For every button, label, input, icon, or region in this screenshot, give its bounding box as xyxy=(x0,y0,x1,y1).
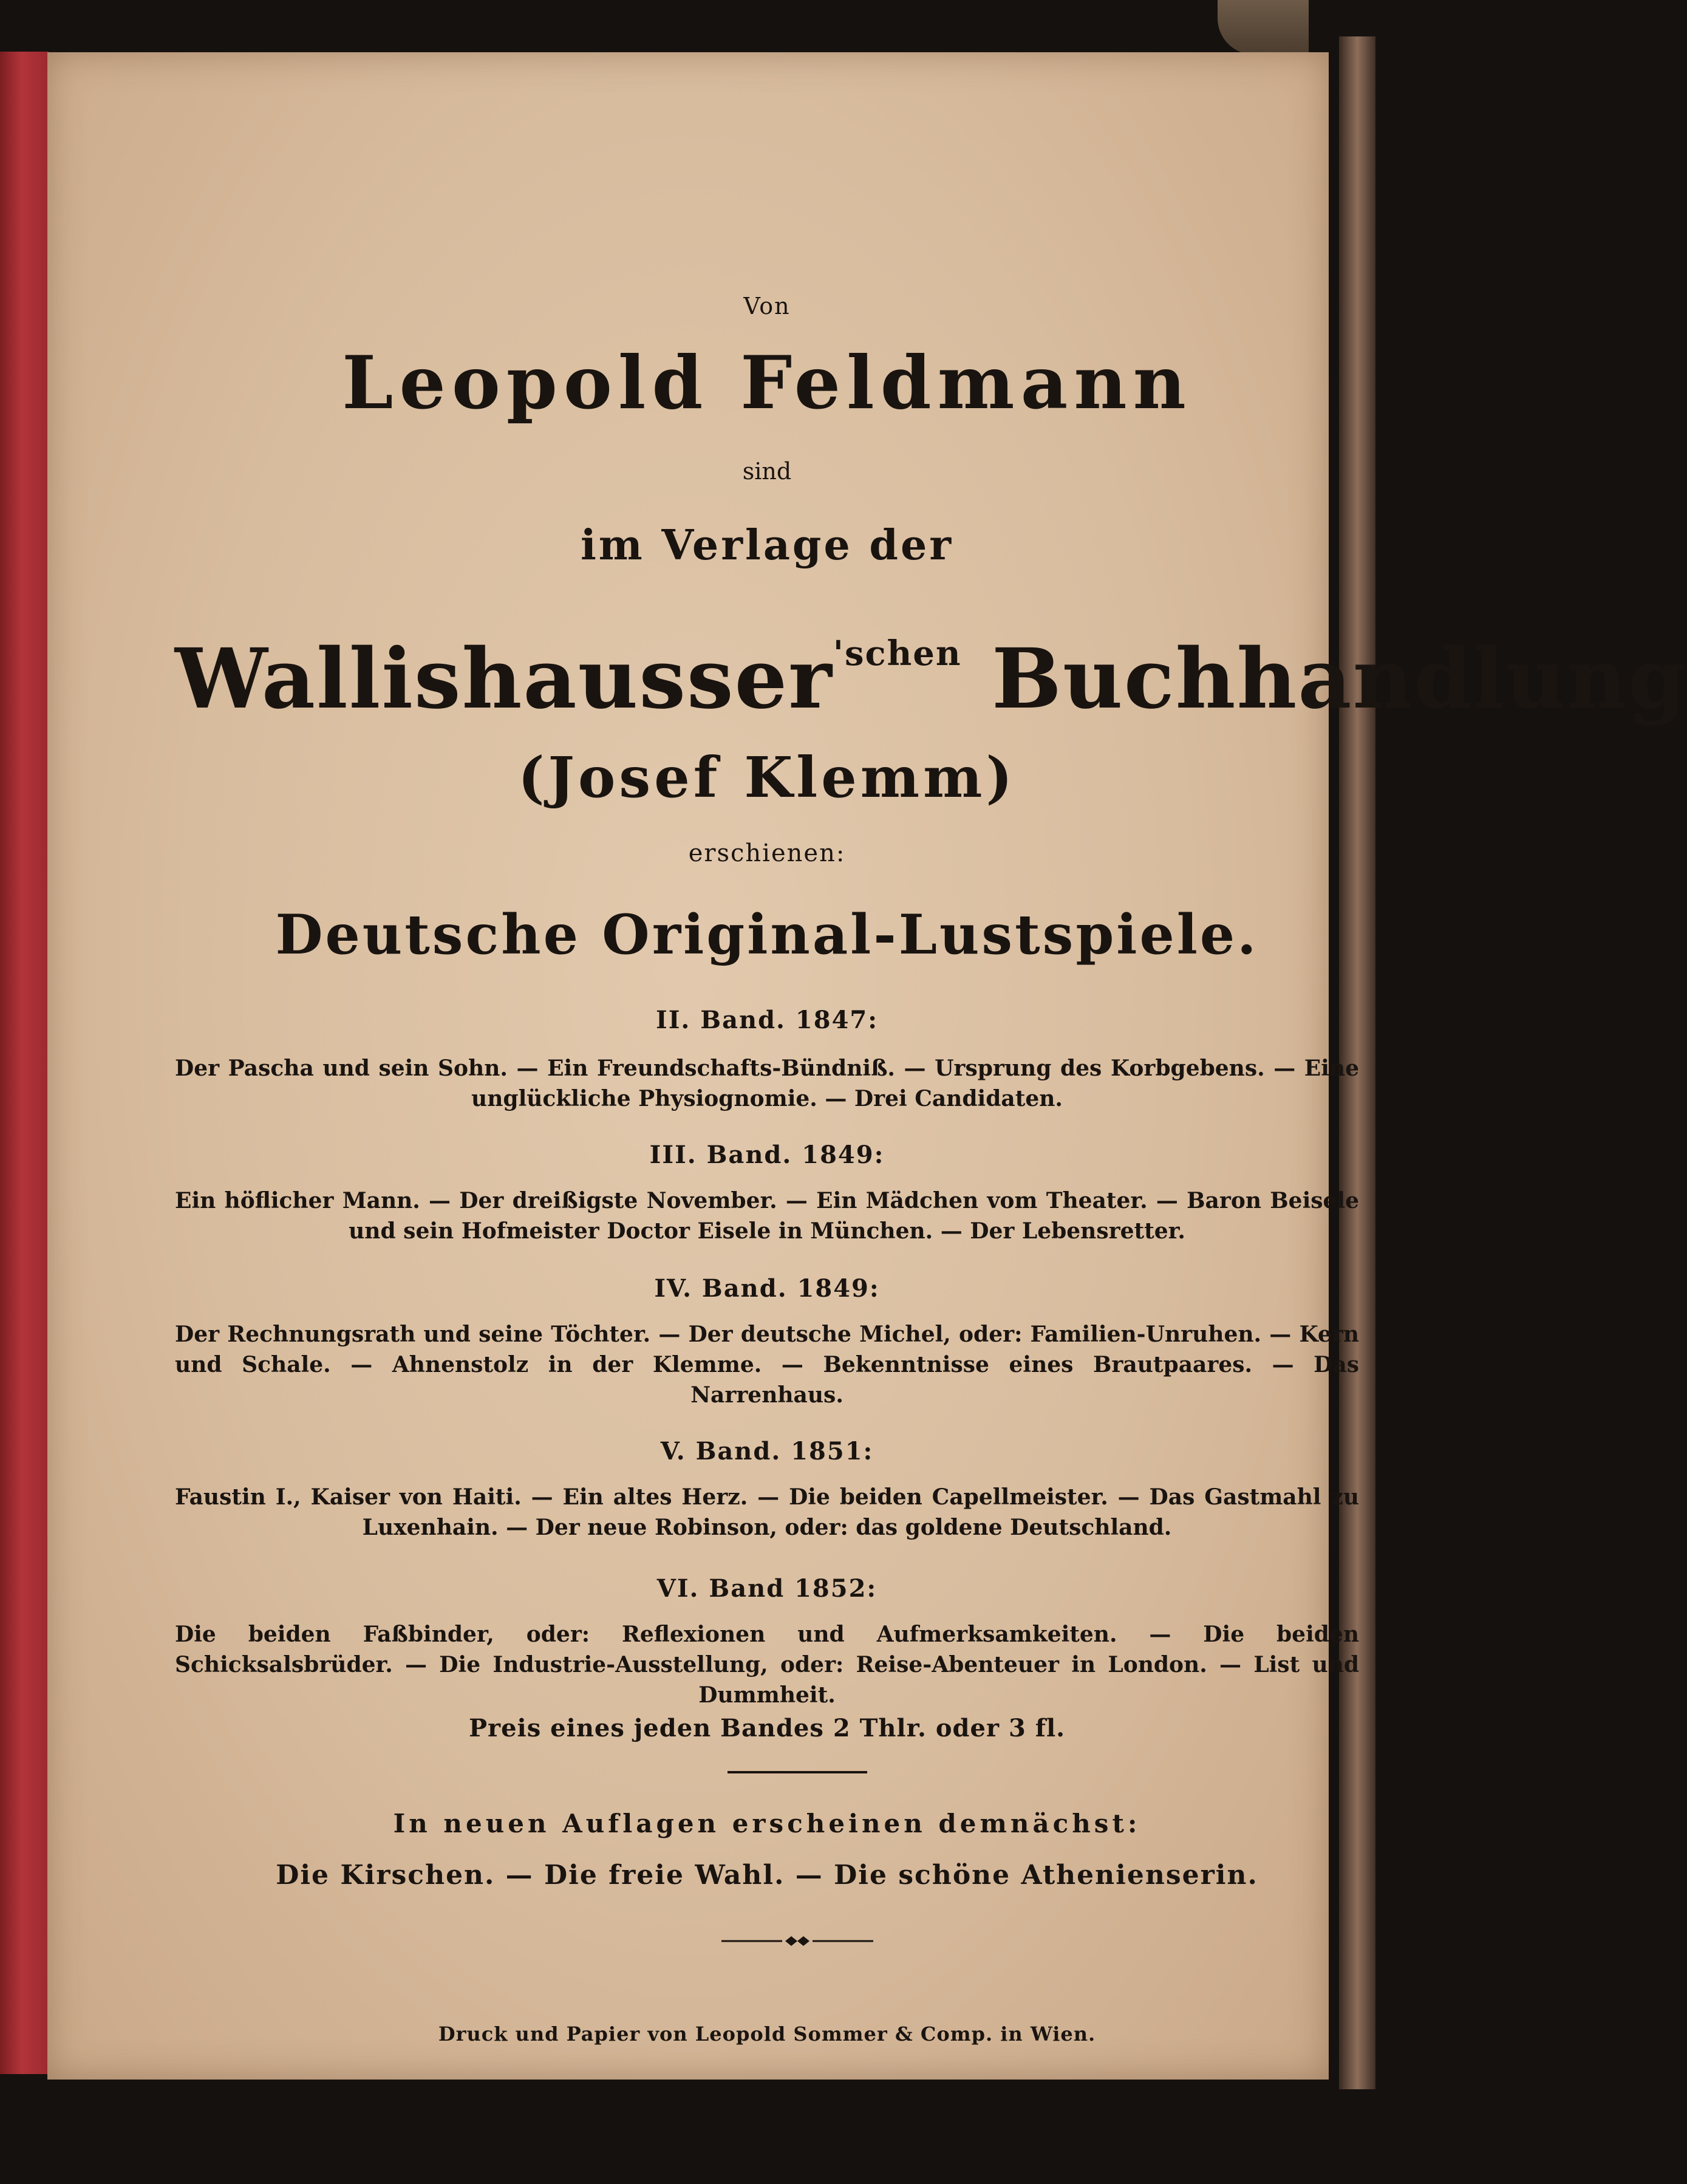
printer-imprint: Druck und Papier von Leopold Sommer & Comp. in Wien. xyxy=(438,2022,1096,2046)
publisher-owner: (Josef Klemm) xyxy=(517,745,1017,810)
volume-heading: VI. Band 1852: xyxy=(656,1574,878,1603)
publisher-rest: Buchhandlung xyxy=(991,630,1687,728)
book-page xyxy=(47,52,1687,2080)
erschienen-label: erschienen: xyxy=(688,839,846,867)
bookmark-ribbon xyxy=(1218,0,1309,55)
verlage-label: im Verlage der xyxy=(580,521,954,570)
sind-label: sind xyxy=(742,458,792,485)
publisher-suffix: 'schen xyxy=(833,633,962,674)
publisher-main: Wallishausser xyxy=(175,630,833,728)
volume-works: Faustin I., Kaiser von Haiti. — Ein altes Herz. — Die beiden Capellmeister. — Das Gastmahl zu Luxenhain. — Der neue Robinson, oder: das goldene Deutschland. xyxy=(175,1484,1359,1540)
book-edge-red xyxy=(0,52,49,2074)
volume-heading: II. Band. 1847: xyxy=(656,1006,878,1034)
volume-works: Der Rechnungsrath und seine Töchter. — Der deutsche Michel, oder: Familien-Unruhen. — Kern und Schale. — Ahnenstolz in der Klemme. — Bekenntnisse eines Brautpaares. — Das Narrenhaus. xyxy=(175,1322,1359,1408)
von-label: Von xyxy=(743,293,791,319)
announcement-titles: Die Kirschen. — Die freie Wahl. — Die schöne Athenienserin. xyxy=(276,1860,1258,1891)
volume-heading: III. Band. 1849: xyxy=(649,1141,885,1169)
ornament-divider xyxy=(721,1934,873,1948)
volume-heading: V. Band. 1851: xyxy=(660,1437,874,1466)
volume-heading: IV. Band. 1849: xyxy=(654,1274,880,1303)
announcement-heading: In neuen Auflagen erscheinen demnächst: xyxy=(393,1809,1141,1838)
series-title: Deutsche Original-Lustspiele. xyxy=(275,903,1259,967)
author-name: Leopold Feldmann xyxy=(342,340,1192,426)
volume-works: Der Pascha und sein Sohn. — Ein Freundschafts-Bündniß. — Ursprung des Korbgebens. — Eine unglückliche Physiognomie. — Drei Candidaten. xyxy=(175,1056,1359,1111)
divider-rule xyxy=(728,1771,867,1773)
volume-works: Die beiden Faßbinder, oder: Reflexionen und Aufmerksamkeiten. — Die beiden Schicksalsbrüder. — Die Industrie-Ausstellung, oder: Reise-Abenteuer in London. — List und Dummheit. xyxy=(175,1622,1359,1708)
publisher-name xyxy=(175,599,1687,734)
price-line: Preis eines jeden Bandes 2 Thlr. oder 3 fl. xyxy=(468,1714,1066,1742)
volume-works: Ein höflicher Mann. — Der dreißigste November. — Ein Mädchen vom Theater. — Baron Beisele und sein Hofmeister Doctor Eisele in München. — Der Lebensretter. xyxy=(175,1188,1359,1244)
